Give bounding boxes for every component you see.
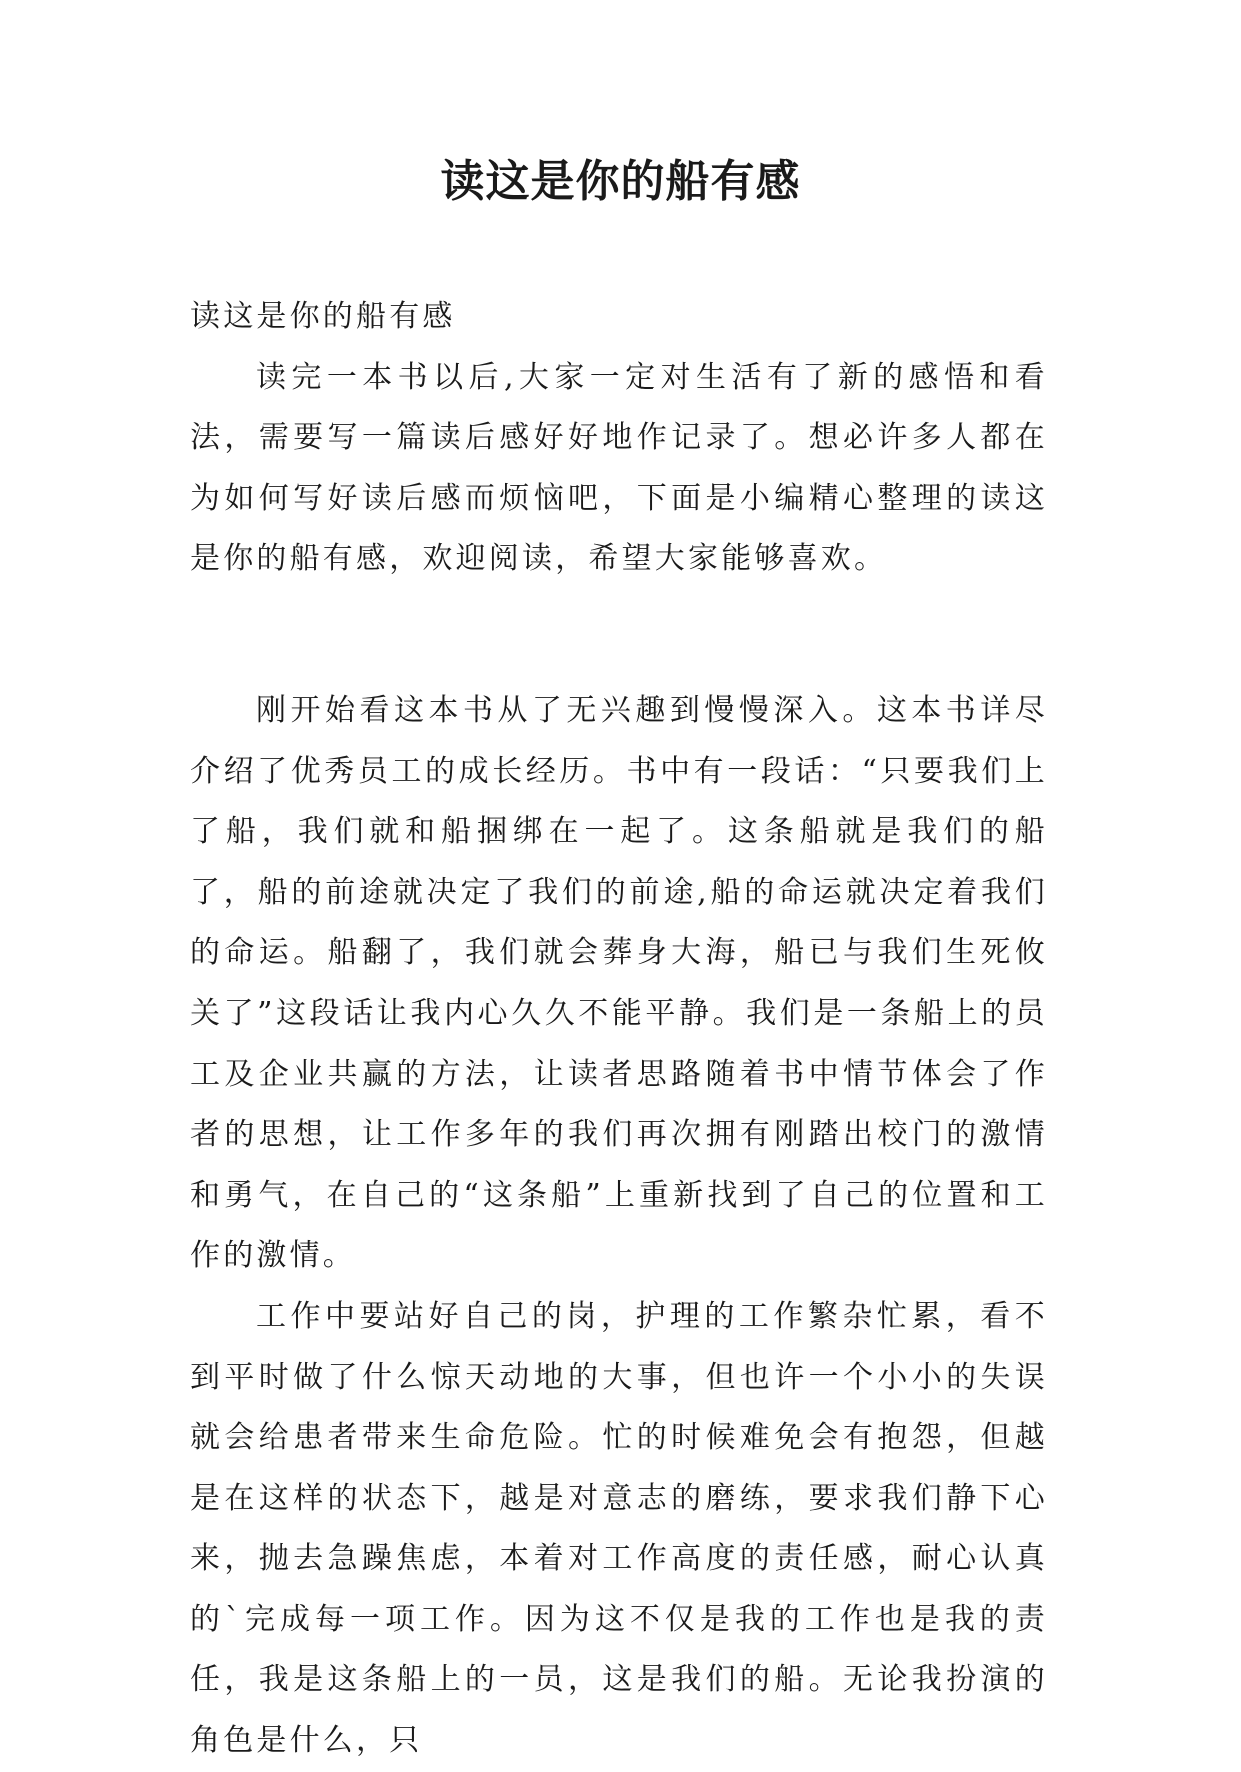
document-title: 读这是你的船有感 [440,156,801,207]
paragraph-work-duty: 工作中要站好自己的岗，护理的工作繁杂忙累，看不到平时做了什么惊天动地的大事，但也许一个小小的失误就会给患者带来生命危险。忙的时候难免会有抱怨，但越是在这样的状态下，越是对意志的磨练，要求我们静下心来，抛去急躁焦虑，本着对工作高度的责任感，耐心认真的`完成每一项工作。因为这不仅是我的工作也是我的责任，我是这条船上的一员，这是我们的船。无论我扮演的角色是什么，只 [190,1298,1048,1759]
paragraph-intro: 读完一本书以后,大家一定对生活有了新的感悟和看法，需要写一篇读后感好好地作记录了。想必许多人都在为如何写好读后感而烦恼吧，下面是小编精心整理的读这是你的船有感，欢迎阅读，希望大家能够喜欢。 [190,359,1048,577]
document-body [190,287,1048,1772]
document-subtitle: 读这是你的船有感 [190,299,456,334]
paragraph-book-impression: 刚开始看这本书从了无兴趣到慢慢深入。这本书详尽介绍了优秀员工的成长经历。书中有一段话：“只要我们上了船，我们就和船捆绑在一起了。这条船就是我们的船了，船的前途就决定了我们的前途,船的命运就决定着我们的命运。船翻了，我们就会葬身大海，船已与我们生死攸关了”这段话让我内心久久不能平静。我们是一条船上的员工及企业共赢的方法，让读者思路随着书中情节体会了作者的思想，让工作多年的我们再次拥有刚踏出校门的激情和勇气，在自己的“这条船”上重新找到了自己的位置和工作的激情。 [190,692,1048,1274]
paragraph-spacer [190,590,1048,681]
